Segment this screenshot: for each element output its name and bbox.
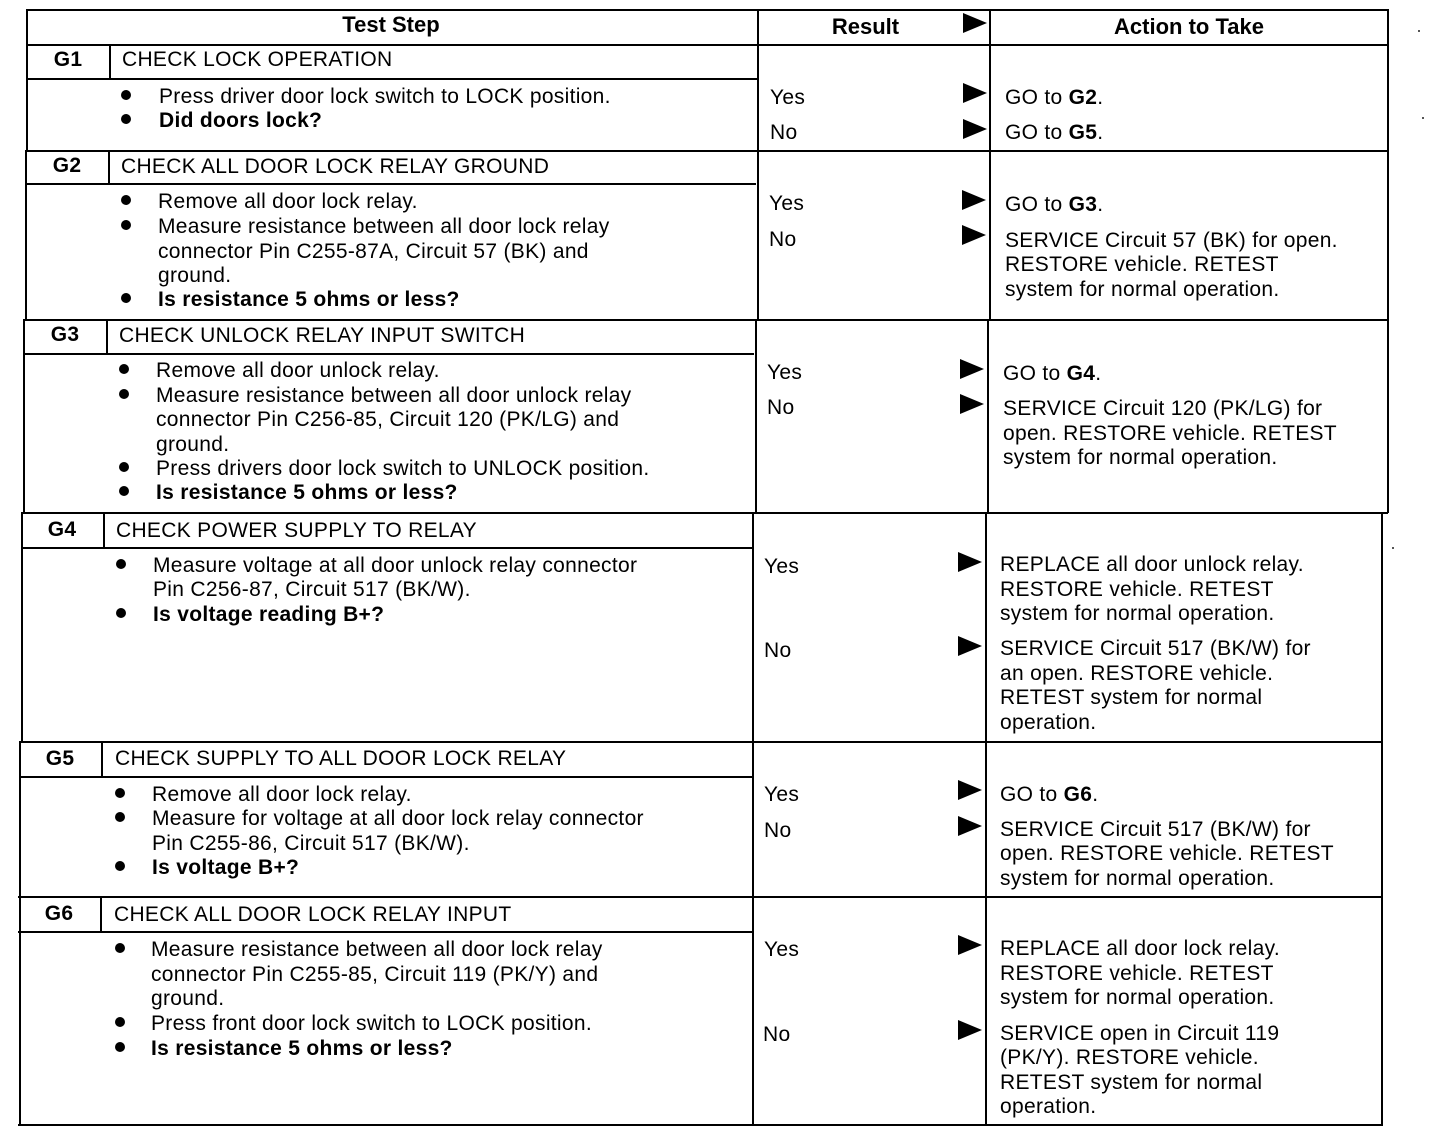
step-line: Pin C256-87, Circuit 517 (BK/W). (153, 578, 471, 601)
action-yes-line: RESTORE vehicle. RETEST (1000, 962, 1274, 985)
result-no: No (770, 121, 798, 144)
rule-g1-bottom (26, 150, 1388, 152)
action-yes-line: RESTORE vehicle. RETEST (1000, 578, 1274, 601)
scan-speck (1392, 547, 1394, 549)
step-title: CHECK ALL DOOR LOCK RELAY GROUND (121, 155, 550, 178)
scan-speck (1418, 30, 1420, 32)
action-yes-line: REPLACE all door unlock relay. (1000, 553, 1304, 576)
rule-top (26, 9, 1388, 11)
step-id: G2 (52, 154, 82, 177)
result-yes: Yes (764, 938, 800, 961)
action-yes: GO to G4. (1003, 362, 1102, 385)
step-title: CHECK SUPPLY TO ALL DOOR LOCK RELAY (115, 747, 567, 770)
step-question: Is voltage B+? (152, 856, 300, 879)
action-no-line: (PK/Y). RESTORE vehicle. (1000, 1046, 1259, 1069)
bullet-icon (115, 788, 125, 798)
step-line: Remove all door unlock relay. (156, 359, 440, 382)
step-line: connector Pin C255-85, Circuit 119 (PK/Y) and (151, 963, 599, 986)
step-line: Measure resistance between all door lock relay (151, 938, 603, 961)
action-no-line: SERVICE Circuit 120 (PK/LG) for (1003, 397, 1323, 420)
action-yes-line: system for normal operation. (1000, 986, 1275, 1009)
step-line: Measure for voltage at all door lock relay connector (152, 807, 644, 830)
bullet-icon (116, 608, 126, 618)
step-id: G5 (45, 747, 75, 770)
rule-g1-id (109, 44, 111, 79)
result-arrow-icon (962, 190, 986, 210)
step-line: Press drivers door lock switch to UNLOCK position. (156, 457, 650, 480)
rule-act-a (989, 9, 991, 320)
header-action: Action to Take (1114, 14, 1264, 39)
rule-table-bottom (18, 1124, 1382, 1126)
header-arrow-icon (963, 13, 987, 33)
result-arrow-icon (958, 1020, 982, 1040)
bullet-icon (115, 943, 125, 953)
step-line: Remove all door lock relay. (158, 190, 418, 213)
result-no: No (764, 819, 792, 842)
step-line: ground. (158, 264, 232, 287)
result-arrow-icon (958, 816, 982, 836)
rule-g3-id (106, 319, 108, 354)
bullet-icon (121, 90, 131, 100)
rule-g4-id (103, 512, 105, 548)
rule-act-b (987, 319, 989, 513)
bullet-icon (115, 1042, 125, 1052)
action-no-line: SERVICE open in Circuit 119 (1000, 1022, 1280, 1045)
step-line: connector Pin C256-85, Circuit 120 (PK/LG) and (156, 408, 620, 431)
action-no-line: open. RESTORE vehicle. RETEST (1003, 422, 1337, 445)
rule-header-bottom (26, 44, 1388, 46)
result-no: No (769, 228, 797, 251)
rule-right-b (1381, 512, 1383, 1126)
rule-right-a (1387, 9, 1389, 513)
action-no-line: an open. RESTORE vehicle. (1000, 662, 1274, 685)
step-id: G3 (50, 323, 80, 346)
rule-left-d (21, 512, 23, 742)
rule-g1-title (26, 78, 758, 80)
step-line: Remove all door lock relay. (152, 783, 412, 806)
step-title: CHECK UNLOCK RELAY INPUT SWITCH (119, 324, 526, 347)
bullet-icon (119, 389, 129, 399)
action-no-line: system for normal operation. (1003, 446, 1278, 469)
rule-g6-id (100, 896, 102, 932)
bullet-icon (115, 861, 125, 871)
step-line: Pin C255-86, Circuit 517 (BK/W). (152, 832, 470, 855)
rule-g6-title (18, 931, 752, 933)
action-yes: GO to G6. (1000, 783, 1099, 806)
result-no: No (763, 1023, 791, 1046)
rule-g4-bottom (20, 741, 1382, 743)
step-line: Press front door lock switch to LOCK position. (151, 1012, 592, 1035)
action-no-line: system for normal operation. (1005, 278, 1280, 301)
step-line: Measure resistance between all door lock relay (158, 215, 610, 238)
step-title: CHECK LOCK OPERATION (122, 48, 393, 71)
step-question: Is resistance 5 ohms or less? (156, 481, 458, 504)
action-no: GO to G5. (1005, 121, 1104, 144)
result-arrow-icon (963, 119, 987, 139)
action-yes-line: REPLACE all door lock relay. (1000, 937, 1280, 960)
bullet-icon (119, 486, 129, 496)
result-no: No (767, 396, 795, 419)
rule-g5-bottom (18, 896, 1382, 898)
result-arrow-icon (958, 780, 982, 800)
action-no-line: system for normal operation. (1000, 867, 1275, 890)
result-arrow-icon (958, 636, 982, 656)
rule-g2-title (26, 183, 756, 185)
result-no: No (764, 639, 792, 662)
result-yes: Yes (769, 192, 805, 215)
action-no-line: operation. (1000, 1095, 1097, 1118)
step-line: ground. (156, 433, 230, 456)
bullet-icon (121, 114, 131, 124)
rule-g2-id (108, 150, 110, 185)
step-id: G4 (47, 518, 77, 541)
rule-g4-title (22, 547, 752, 549)
action-no-line: RETEST system for normal (1000, 686, 1263, 709)
bullet-icon (119, 364, 129, 374)
result-arrow-icon (962, 225, 986, 245)
rule-act-c (985, 512, 987, 1126)
action-no-line: SERVICE Circuit 517 (BK/W) for (1000, 818, 1311, 841)
result-yes: Yes (767, 361, 803, 384)
rule-g5-title (20, 776, 752, 778)
result-arrow-icon (960, 394, 984, 414)
action-no-line: SERVICE Circuit 517 (BK/W) for (1000, 637, 1311, 660)
rule-left-e (19, 741, 21, 1126)
bullet-icon (121, 195, 131, 205)
bullet-icon (121, 293, 131, 303)
action-no-line: RETEST system for normal (1000, 1071, 1263, 1094)
result-yes: Yes (764, 555, 800, 578)
rule-mid-a (757, 9, 759, 320)
step-line: Press driver door lock switch to LOCK position. (159, 85, 611, 108)
bullet-icon (121, 220, 131, 230)
bullet-icon (115, 812, 125, 822)
result-yes: Yes (764, 783, 800, 806)
rule-g3-bottom (22, 512, 1388, 514)
step-line: ground. (151, 987, 225, 1010)
rule-left-a (26, 9, 28, 150)
step-title: CHECK ALL DOOR LOCK RELAY INPUT (114, 903, 512, 926)
step-question: Is voltage reading B+? (153, 603, 385, 626)
result-arrow-icon (958, 935, 982, 955)
rule-mid-c (752, 512, 754, 1126)
step-question: Did doors lock? (159, 109, 323, 132)
result-yes: Yes (770, 86, 806, 109)
rule-g3-title (24, 353, 754, 355)
rule-left-c (23, 319, 25, 513)
bullet-icon (119, 462, 129, 472)
rule-g5-id (101, 741, 103, 777)
result-arrow-icon (960, 359, 984, 379)
action-no-line: operation. (1000, 711, 1097, 734)
bullet-icon (116, 559, 126, 569)
bullet-icon (115, 1017, 125, 1027)
rule-g2-bottom (24, 319, 1388, 321)
rule-mid-b (755, 319, 757, 513)
action-yes-line: system for normal operation. (1000, 602, 1275, 625)
step-question: Is resistance 5 ohms or less? (151, 1037, 453, 1060)
header-result: Result (831, 14, 900, 39)
action-yes: GO to G2. (1005, 86, 1104, 109)
action-no-line: open. RESTORE vehicle. RETEST (1000, 842, 1334, 865)
action-yes: GO to G3. (1005, 193, 1104, 216)
step-line: connector Pin C255-87A, Circuit 57 (BK) and (158, 240, 589, 263)
result-arrow-icon (958, 552, 982, 572)
scan-speck (1422, 117, 1424, 119)
action-no-line: RESTORE vehicle. RETEST (1005, 253, 1279, 276)
step-line: Measure voltage at all door unlock relay connector (153, 554, 638, 577)
step-id: G6 (44, 902, 74, 925)
step-question: Is resistance 5 ohms or less? (158, 288, 460, 311)
header-test-step: Test Step (342, 12, 440, 37)
step-id: G1 (53, 48, 83, 71)
result-arrow-icon (963, 83, 987, 103)
action-no-line: SERVICE Circuit 57 (BK) for open. (1005, 229, 1338, 252)
step-title: CHECK POWER SUPPLY TO RELAY (116, 519, 477, 542)
step-line: Measure resistance between all door unlock relay (156, 384, 632, 407)
